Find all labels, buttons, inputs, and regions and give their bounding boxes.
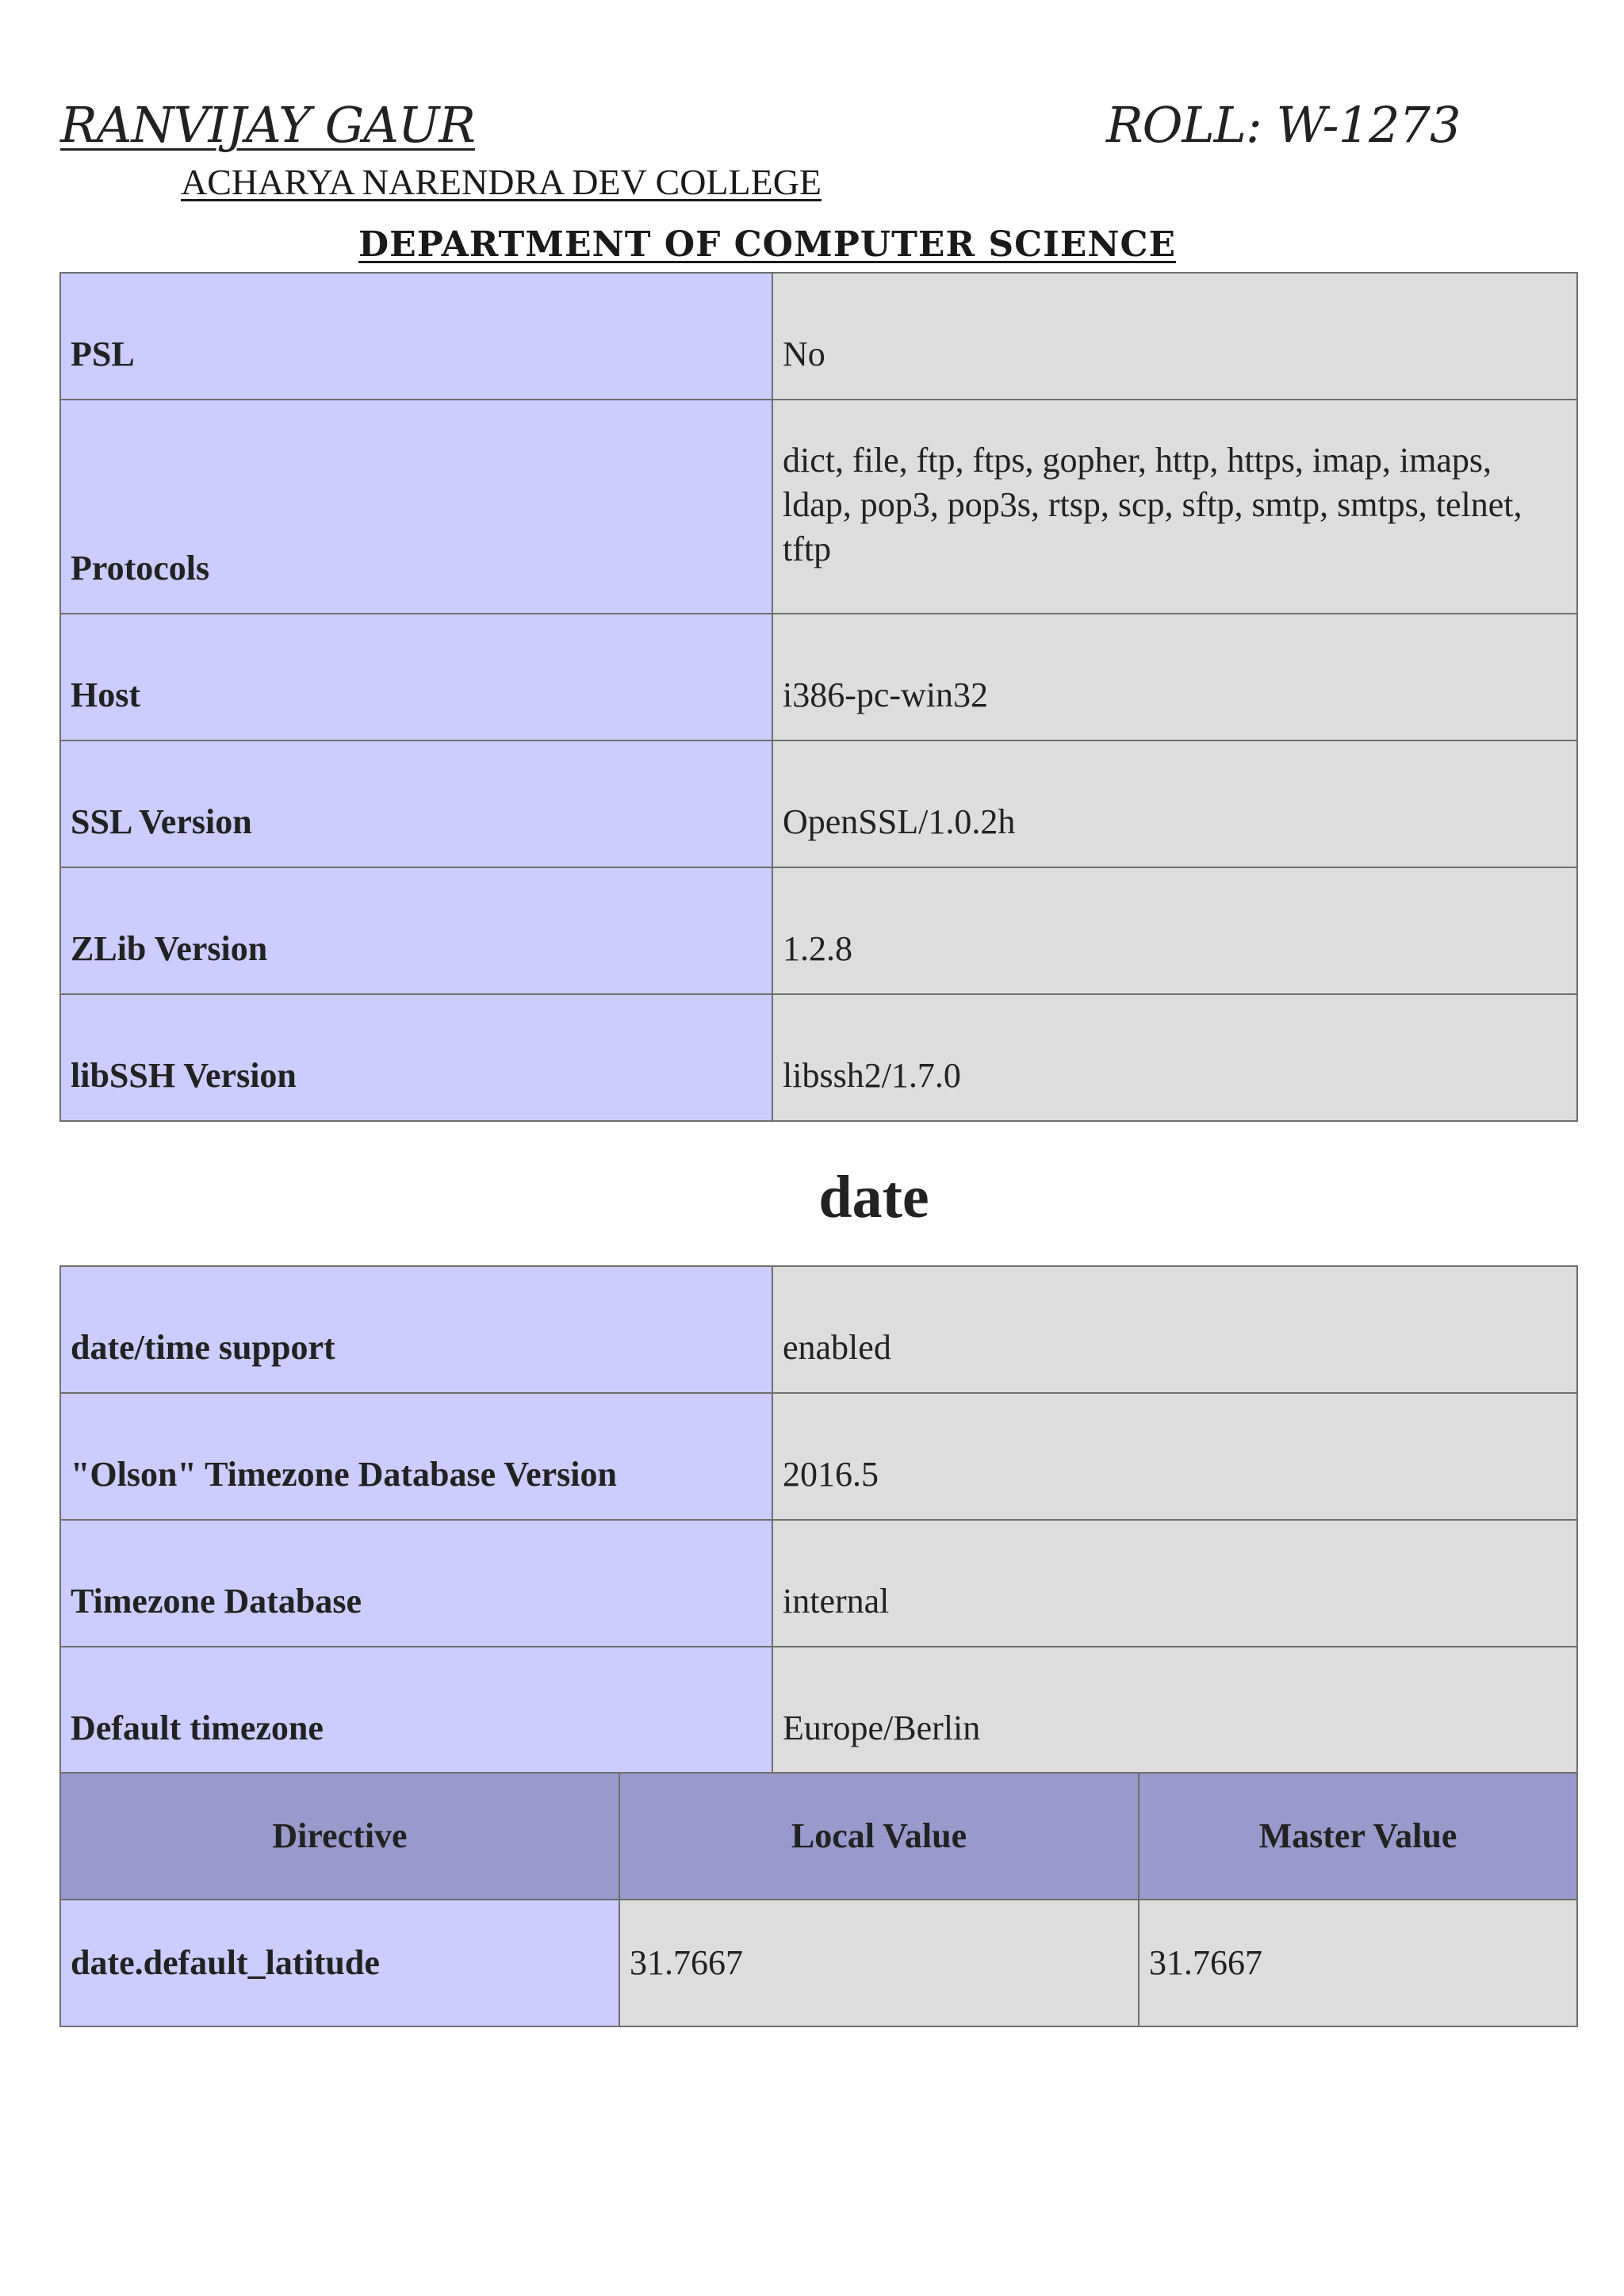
row-key: Timezone Database — [60, 1520, 772, 1647]
department-name: DEPARTMENT OF COMPUTER SCIENCE — [358, 224, 1177, 265]
row-key: date/time support — [60, 1266, 772, 1393]
row-value: internal — [772, 1520, 1577, 1647]
college-name: ACHARYA NARENDRA DEV COLLEGE — [181, 162, 822, 202]
row-value: i386-pc-win32 — [772, 614, 1577, 740]
section-title-date: date — [818, 1164, 929, 1230]
table-row — [60, 740, 1577, 867]
date-info-table — [59, 1265, 1578, 1774]
table-row — [60, 400, 1577, 614]
column-header-local-value: Local Value — [619, 1773, 1139, 1900]
curl-info-table — [59, 272, 1578, 1122]
row-value: enabled — [772, 1266, 1577, 1393]
table-row — [60, 614, 1577, 740]
column-header-master-value: Master Value — [1139, 1773, 1577, 1900]
directive-table — [59, 1772, 1578, 2027]
row-key: libSSH Version — [60, 994, 772, 1121]
row-value: OpenSSL/1.0.2h — [772, 740, 1577, 867]
row-key: SSL Version — [60, 740, 772, 867]
master-value: 31.7667 — [1139, 1900, 1577, 2026]
row-key: "Olson" Timezone Database Version — [60, 1393, 772, 1520]
row-key: Default timezone — [60, 1647, 772, 1774]
row-key: ZLib Version — [60, 867, 772, 994]
row-value: 1.2.8 — [772, 867, 1577, 994]
table-row — [60, 273, 1577, 400]
row-key: PSL — [60, 273, 772, 400]
row-value: No — [772, 273, 1577, 400]
row-value: dict, file, ftp, ftps, gopher, http, https, imap, imaps, ldap, pop3, pop3s, rtsp, scp, sftp, smtp, smtps, telnet, tftp — [772, 400, 1577, 614]
table-row — [60, 994, 1577, 1121]
row-value: 2016.5 — [772, 1393, 1577, 1520]
table-row — [60, 1647, 1577, 1774]
row-value: libssh2/1.7.0 — [772, 994, 1577, 1121]
table-row — [60, 1393, 1577, 1520]
row-value: Europe/Berlin — [772, 1647, 1577, 1774]
student-name: RANVIJAY GAUR — [60, 96, 475, 154]
table-row — [60, 1520, 1577, 1647]
row-key: Protocols — [60, 400, 772, 614]
table-row — [60, 867, 1577, 994]
table-row — [60, 1266, 1577, 1393]
column-header-directive: Directive — [60, 1773, 619, 1900]
row-key: Host — [60, 614, 772, 740]
table-row — [60, 1900, 1577, 2026]
local-value: 31.7667 — [619, 1900, 1139, 2026]
directive-name: date.default_latitude — [60, 1900, 619, 2026]
roll-number: ROLL: W-1273 — [1106, 96, 1461, 154]
table-header-row — [60, 1773, 1577, 1900]
